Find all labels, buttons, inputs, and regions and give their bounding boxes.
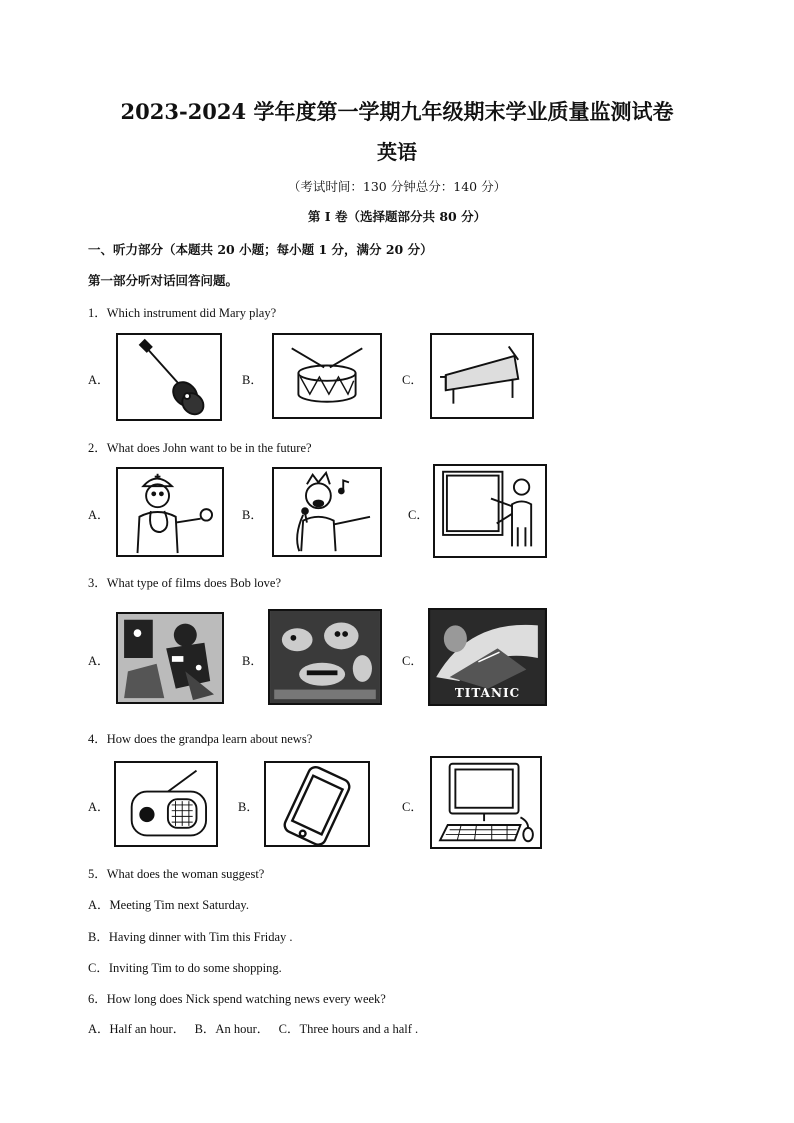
action-film-image bbox=[116, 612, 224, 704]
question-6-text: 6．How long does Nick spend watching news every week? bbox=[88, 992, 386, 1006]
q3-option-c-label: C． bbox=[402, 654, 423, 668]
q4-option-a-label: A． bbox=[88, 800, 110, 814]
q3-option-a-label: A． bbox=[88, 654, 110, 668]
part-heading: 第 I 卷（选择题部分共 80 分） bbox=[307, 209, 487, 224]
section-subtitle: 第一部分听对话回答问题。 bbox=[88, 273, 239, 288]
question-2-text: 2．What does John want to be in the future? bbox=[88, 441, 312, 455]
q1-option-a-label: A． bbox=[88, 373, 110, 387]
q2-option-b-label: B． bbox=[242, 508, 263, 522]
exam-time-info: （考试时间：130 分钟总分：140 分） bbox=[287, 179, 507, 194]
q4-option-b-label: B． bbox=[238, 800, 259, 814]
subject-title: 英语 bbox=[377, 140, 417, 164]
doctor-image bbox=[116, 467, 224, 557]
exam-title: 2023-2024 学年度第一学期九年级期末学业质量监测试卷 bbox=[120, 99, 674, 124]
question-1-text: 1．Which instrument did Mary play? bbox=[88, 306, 277, 320]
radio-image bbox=[114, 761, 218, 847]
q1-option-b-label: B． bbox=[242, 373, 263, 387]
teacher-image bbox=[433, 464, 547, 558]
q5-choice-c: C．Inviting Tim to do some shopping. bbox=[88, 961, 282, 975]
q4-option-c-label: C． bbox=[402, 800, 423, 814]
titanic-label: TITANIC bbox=[454, 686, 521, 700]
q5-choice-a: A．Meeting Tim next Saturday. bbox=[88, 898, 249, 912]
animal-film-image bbox=[268, 609, 382, 705]
q1-option-c-label: C． bbox=[402, 373, 423, 387]
section-title: 一、听力部分（本题共 20 小题；每小题 1 分，满分 20 分） bbox=[88, 242, 433, 257]
q2-option-c-label: C． bbox=[408, 508, 429, 522]
titanic-image bbox=[428, 608, 547, 706]
question-4-text: 4．How does the grandpa learn about news? bbox=[88, 732, 313, 746]
singer-image bbox=[272, 467, 382, 557]
phone-image bbox=[264, 761, 370, 847]
question-5-text: 5．What does the woman suggest? bbox=[88, 867, 265, 881]
q3-option-b-label: B． bbox=[242, 654, 263, 668]
q5-choice-b: B．Having dinner with Tim this Friday . bbox=[88, 930, 293, 944]
q6-choices: A．Half an hour． B．An hour． C．Three hours and a half . bbox=[88, 1022, 419, 1036]
xylophone-image bbox=[430, 333, 534, 419]
drum-image bbox=[272, 333, 382, 419]
q2-option-a-label: A． bbox=[88, 508, 110, 522]
guitar-image bbox=[116, 333, 222, 421]
question-3-text: 3．What type of films does Bob love? bbox=[88, 576, 282, 590]
computer-image bbox=[430, 756, 542, 849]
